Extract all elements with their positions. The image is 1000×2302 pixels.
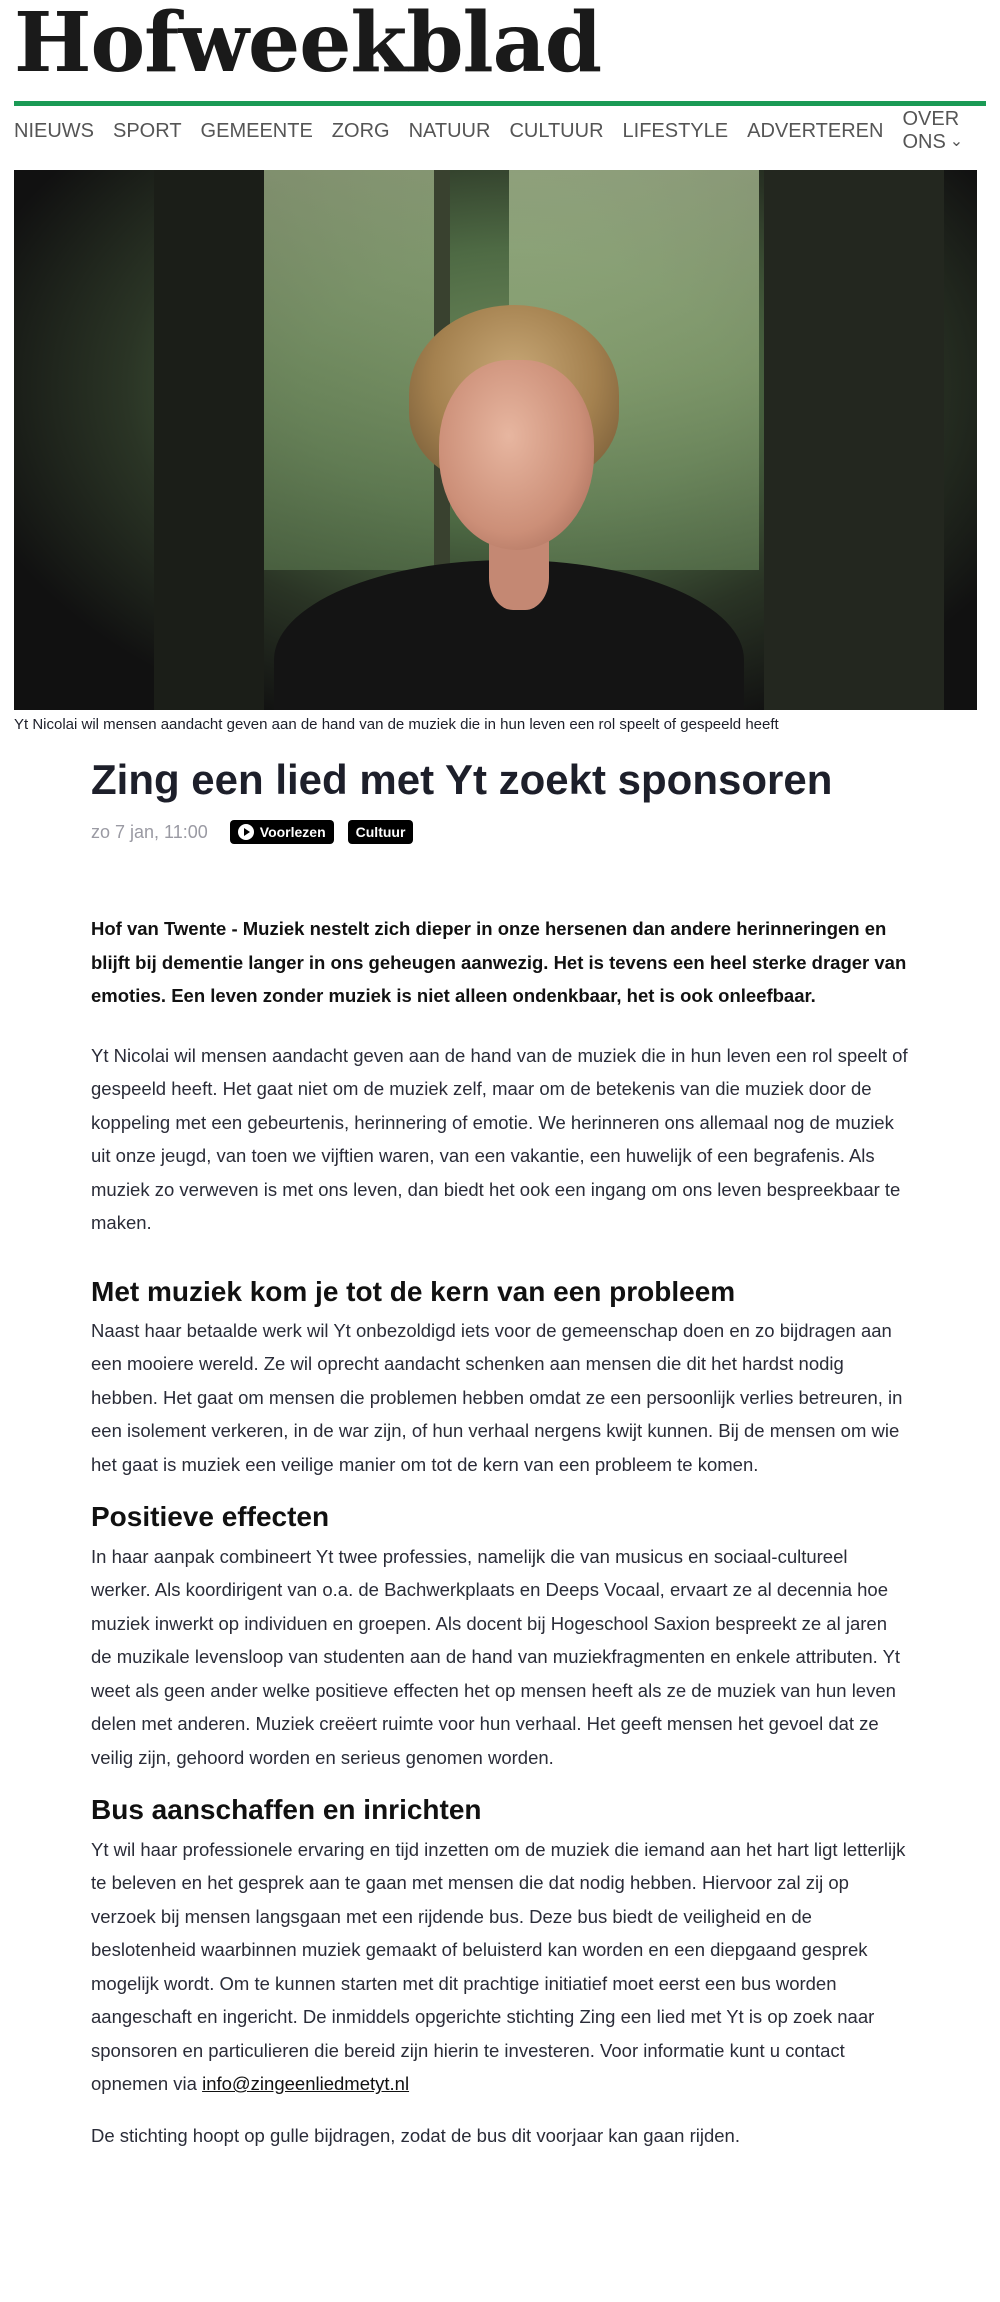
nav-item-nieuws[interactable]: NIEUWS — [14, 119, 94, 142]
read-aloud-label: Voorlezen — [259, 824, 326, 840]
nav-item-adverteren[interactable]: ADVERTEREN — [747, 119, 884, 142]
chevron-down-icon: ⌄ — [949, 133, 964, 150]
article-paragraph: De stichting hoopt op gulle bijdragen, zodat de bus dit voorjaar kan gaan rijden. — [91, 2124, 740, 2146]
article-lead: Hof van Twente - Muziek nestelt zich dieper in onze hersenen dan andere herinneringen en blijft bij dementie langer in ons geheugen aanwezig. Het is tevens een heel sterke drager van emoties. Een leven zonder muziek is niet alleen ondenkbaar, het is ook onleefbaar. — [91, 918, 907, 1006]
article-body — [91, 912, 911, 2170]
hero-frame-right — [764, 170, 944, 710]
article-paragraph: In haar aanpak combineert Yt twee professies, namelijk die van musicus en sociaal-cultureel werker. Als koordirigent van o.a. de Bachwerkplaats en Deeps Vocaal, ervaart ze al decennia hoe muziek inwerkt op individuen en groepen. Als docent bij Hogeschool Saxion bespreekt ze al jaren de muzikale levensloop van studenten aan de hand van muziekfragmenten en enkele attributen. Yt weet als geen ander welke positieve effecten het op mensen heeft als ze de muziek van hun leven delen met anderen. Muziek creëert ruimte voor hun verhaal. Het geeft mensen het gevoel dat ze veilig zijn, gehoord worden en serieus genomen worden. — [91, 1545, 901, 1768]
hero-frame-left — [154, 170, 264, 710]
hero-caption: Yt Nicolai wil mensen aandacht geven aan de hand van de muziek die in hun leven een rol speelt of gespeeld heeft — [14, 716, 779, 733]
article-paragraph-text: Yt wil haar professionele ervaring en tijd inzetten om de muziek die iemand aan het hart ligt letterlijk te beleven en het gesprek aan te gaan met mensen die dat nodig hebben. Hiervoor zal zij op verzoek bij mensen langsgaan met een rijdende bus. Deze bus biedt de veiligheid en de beslotenheid waarbinnen muziek gemaakt of beluisterd kan worden en een diepgaand gesprek mogelijk wordt. Om te kunnen starten met dit prachtige initiatief moet eerst een bus worden aangeschaft en ingericht. De inmiddels opgerichte stichting Zing een lied met Yt is op zoek naar sponsoren en particulieren die bereid zijn hierin te investeren. Voor informatie kunt u contact opnemen via — [91, 1838, 906, 2095]
nav-item-natuur[interactable]: NATUUR — [408, 119, 491, 142]
nav-item-zorg[interactable]: ZORG — [331, 119, 390, 142]
category-badge[interactable]: Cultuur — [348, 820, 414, 844]
site-logo[interactable]: Hofweekblad — [14, 0, 602, 91]
nav-item-over-ons[interactable] — [902, 108, 981, 154]
masthead-divider — [14, 101, 986, 106]
play-icon — [238, 824, 254, 840]
article-paragraph — [91, 1833, 911, 2101]
main-nav — [14, 108, 1000, 153]
article-paragraph: Yt Nicolai wil mensen aandacht geven aan de hand van de muziek die in hun leven een rol speelt of gespeeld heeft. Het gaat niet om de muziek zelf, maar om de betekenis van die muziek door de koppeling met een gebeurtenis, herinnering of emotie. We herinneren ons allemaal nog de muziek uit onze jeugd, van toen we vijftien waren, van een vakantie, een huwelijk of een begrafenis. Als muziek zo verweven is met ons leven, dan biedt het ook een ingang om ons leven bespreekbaar te maken. — [91, 1044, 908, 1233]
hero-person-face — [439, 360, 594, 550]
nav-item-gemeente[interactable]: GEMEENTE — [200, 119, 313, 142]
section-heading: Bus aanschaffen en inrichten — [91, 1794, 482, 1826]
article-title: Zing een lied met Yt zoekt sponsoren — [91, 756, 833, 803]
read-aloud-button[interactable] — [230, 820, 334, 844]
section-heading: Positieve effecten — [91, 1501, 330, 1533]
hero-image — [14, 170, 977, 710]
nav-item-over-ons-label: OVER ONS — [902, 108, 960, 153]
article-meta — [91, 820, 427, 844]
article-date: zo 7 jan, 11:00 — [91, 821, 208, 842]
nav-item-sport[interactable]: SPORT — [113, 119, 182, 142]
contact-email-link[interactable]: info@zingeenliedmetyt.nl — [202, 2073, 410, 2095]
nav-item-cultuur[interactable]: CULTUUR — [509, 119, 604, 142]
article-paragraph: Naast haar betaalde werk wil Yt onbezoldigd iets voor de gemeenschap doen en zo bijdragen aan een mooiere wereld. Ze wil oprecht aandacht schenken aan mensen die dit het hardst nodig hebben. Het gaat om mensen die problemen hebben omdat ze een persoonlijk verlies betreuren, in een isolement verkeren, in de war zijn, of hun verhaal nergens kwijt kunnen. Bij de mensen om wie het gaat is muziek een veilige manier om tot de kern van een probleem te komen. — [91, 1319, 903, 1475]
nav-item-lifestyle[interactable]: LIFESTYLE — [622, 119, 729, 142]
section-heading: Met muziek kom je tot de kern van een probleem — [91, 1275, 736, 1307]
